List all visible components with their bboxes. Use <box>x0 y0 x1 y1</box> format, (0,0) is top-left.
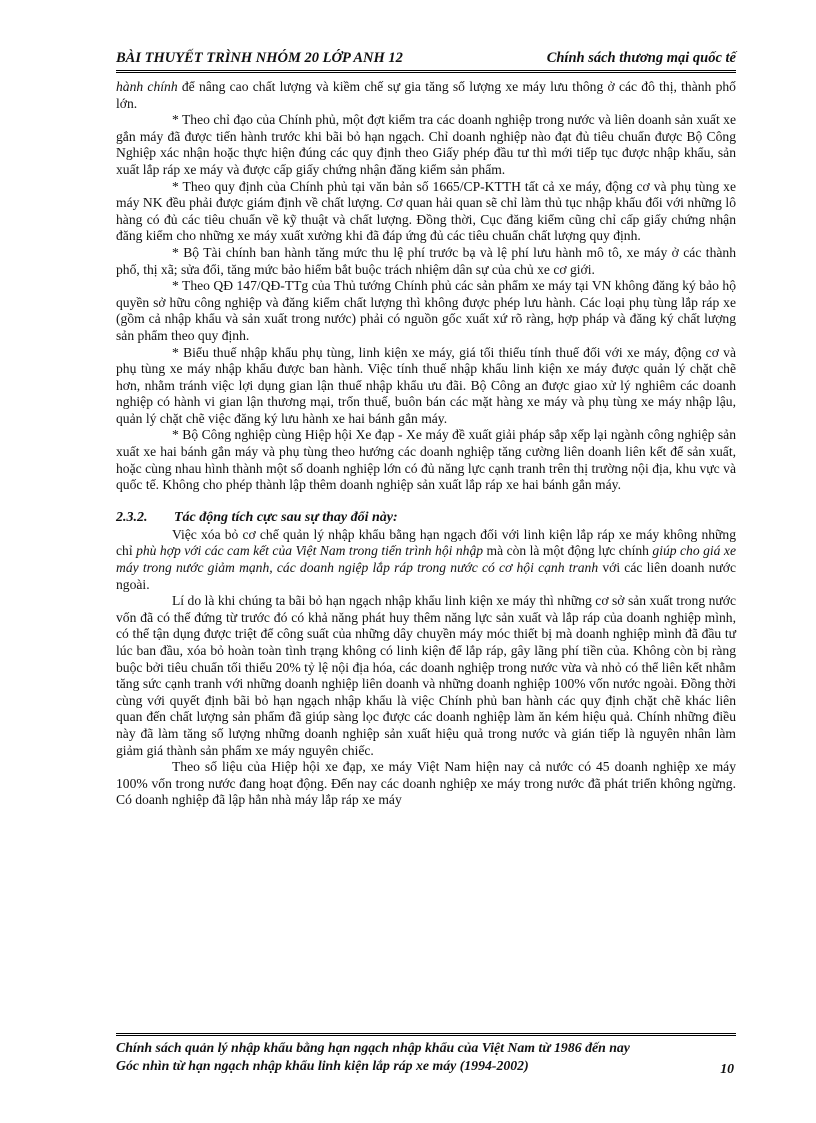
paragraph-reasons: Lí do là khi chúng ta bãi bỏ hạn ngạch nhập khẩu linh kiện xe máy thì những cơ sở sản xuất trong nước vốn đã có thế đứng từ trước đó có khả năng phát huy thêm năng lực sản xuất và lắp ráp của doanh nghiệp mình, có thể tận dụng được triệt để công suất của những dây chuyền máy móc thiết bị mà doanh nghiệp mình đã đầu tư lúc ban đầu, xóa bỏ hoàn toàn tình trạng không có linh kiện để lắp ráp, gây lãng phí tiền của. Không còn bị ràng buộc bởi tiêu chuẩn tối thiểu 20% tỷ lệ nội địa hóa, các doanh nghiệp trong nước vừa và nhỏ có thể liên kết nhằm tăng sức cạnh tranh với những doanh nghiệp liên doanh và những doanh nghiệp 100% vốn nước ngoài. Đồng thời cùng với quyết định bãi bỏ hạn ngạch nhập khẩu là việc Chính phủ ban hành các quy định chặt chẽ khác liên quan đến chất lượng sản phẩm đã giúp sàng lọc được các doanh nghiệp làm ăn kém hiệu quả. Chính những điều này đã làm tăng số lượng những doanh nghiệp sản xuất hiệu quả trong nước và gián tiếp là nguyên nhân làm giảm giá thành sản phẩm xe máy nguyên chiếc. <box>116 593 736 758</box>
paragraph-statistics: Theo số liệu của Hiệp hội xe đạp, xe máy Việt Nam hiện nay cả nước có 45 doanh nghiệp xe máy 100% vốn trong nước đang hoạt động. Đến nay các doanh nghiệp xe máy trong nước đã phát triển không ngừng. Có doanh nghiệp đã lập hẳn nhà máy lắp ráp xe máy <box>116 759 736 808</box>
paragraph-text: Việc xóa bỏ cơ chế quản lý nhập khẩu bằng hạn ngạch đối với linh kiện lắp ráp xe máy không những chỉ <box>116 526 736 559</box>
header-subject: Chính sách thương mại quốc tế <box>546 50 736 66</box>
paragraph-import-tariff: * Biểu thuế nhập khẩu phụ tùng, linh kiện xe máy, giá tối thiểu tính thuế đối với xe máy, động cơ và phụ tùng xe máy nhập khẩu được ban hành. Việc tính thuế nhập khẩu linh kiện xe máy được quản lý chặt chẽ hơn, nhằm tránh việc lợi dụng gian lận thuế nhập khẩu ưu đãi. Bộ Công an được giao xử lý nghiêm các doanh nghiệp có hành vi gian lận thương mại, trốn thuế, buôn bán các mặt hàng xe máy và phụ tùng xe máy nhập lậu, quản lý chặt chẽ việc đăng ký lưu hành xe hai bánh gắn máy. <box>116 344 736 426</box>
paragraph-continuation <box>116 79 736 112</box>
paragraph-decision-147: * Theo QĐ 147/QĐ-TTg của Thủ tướng Chính phủ các sản phẩm xe máy tại VN không đăng ký bảo hộ quyền sở hữu công nghiệp và đăng kiểm chất lượng thì không được phép lưu hành. Các loại phụ tùng lắp ráp xe (gồm cả nhập khẩu và sản xuất trong nước) phải có nguồn gốc xuất xứ rõ ràng, hợp pháp và đăng ký chất lượng sản phẩm theo quy định. <box>116 278 736 343</box>
header-title: BÀI THUYẾT TRÌNH NHÓM 20 LỚP ANH 12 <box>116 50 403 66</box>
paragraph-positive-impact <box>116 527 736 593</box>
paragraph-industry-restructure: * Bộ Công nghiệp cùng Hiệp hội Xe đạp - Xe máy đề xuất giải pháp sắp xếp lại ngành công nghiệp sản xuất xe hai bánh gắn máy và phụ tùng theo hướng các doanh nghiệp tăng cường liên doanh liên kết để sản xuất, hoặc cùng nhau hình thành một số doanh nghiệp lớn có đủ năng lực cạnh tranh trên thị trường nội địa, khu vực và quốc tế. Không cho phép thành lập thêm doanh nghiệp sản xuất lắp ráp xe hai bánh gắn máy. <box>116 427 736 493</box>
paragraph-finance-fees: * Bộ Tài chính ban hành tăng mức thu lệ phí trước bạ và lệ phí lưu hành mô tô, xe máy ở các thành phố, thị xã; sửa đổi, tăng mức bảo hiểm bắt buộc trách nhiệm dân sự của chủ xe cơ giới. <box>116 244 736 277</box>
section-number: 2.3.2. <box>116 509 148 525</box>
paragraph-text: mà còn là một động lực chính <box>483 543 653 559</box>
paragraph-text: với các liên doanh nước ngoài. <box>116 560 736 592</box>
page-footer <box>116 1033 736 1081</box>
paragraph-quality-check: * Theo quy định của Chính phủ tại văn bản số 1665/CP-KTTH tất cả xe máy, động cơ và phụ tùng xe máy NK đều phải được giám định về chất lượng. Cơ quan hải quan sẽ chỉ làm thủ tục nhập khẩu đối với những lô hàng có đủ các tiêu chuẩn về kỹ thuật và chất lượng. Đồng thời, Cục đăng kiểm cũng chỉ cấp giấy chứng nhận đăng kiểm cho những xe máy xuất xưởng khi đã đáp ứng đủ các tiêu chuẩn chất lượng quy định. <box>116 178 736 244</box>
paragraph-text: để nâng cao chất lượng và kiềm chế sự gia tăng số lượng xe máy lưu thông ở các đô thị, thành phố lớn. <box>116 79 736 111</box>
emphasis-text: hành chính <box>116 79 178 94</box>
emphasis-text: phù hợp với các cam kết của Việt Nam trong tiến trình hội nhập <box>136 543 484 559</box>
paragraph-inspection: * Theo chỉ đạo của Chính phủ, một đợt kiểm tra các doanh nghiệp trong nước và liên doanh sản xuất xe gắn máy đã được tiến hành trước khi bãi bỏ hạn ngạch. Chỉ doanh nghiệp nào đạt đủ tiêu chuẩn được Bộ Công Nghiệp xác nhận hoặc thực hiện đúng các quy định theo Giấy phép đầu tư thì mới tiếp tục được nhập khẩu, sản xuất lắp ráp xe máy và được cấp giấy chứng nhận đăng kiểm sản phẩm. <box>116 112 736 177</box>
footer-title-line: Chính sách quản lý nhập khẩu bằng hạn ngạch nhập khẩu của Việt Nam từ 1986 đến nay <box>116 1040 630 1055</box>
section-heading <box>116 509 736 526</box>
section-title: Tác động tích cực sau sự thay đổi này: <box>174 509 398 525</box>
emphasis-text: giúp cho giá xe máy trong nước giảm mạnh, các doanh ngiệp lắp ráp trong nước có cơ hội cạnh tranh <box>116 543 736 576</box>
page-header <box>116 48 736 73</box>
document-body <box>116 79 736 809</box>
page-number: 10 <box>720 1061 734 1076</box>
footer-subtitle-line: Góc nhìn từ hạn ngạch nhập khẩu linh kiện lắp ráp xe máy (1994-2002) <box>116 1058 529 1073</box>
